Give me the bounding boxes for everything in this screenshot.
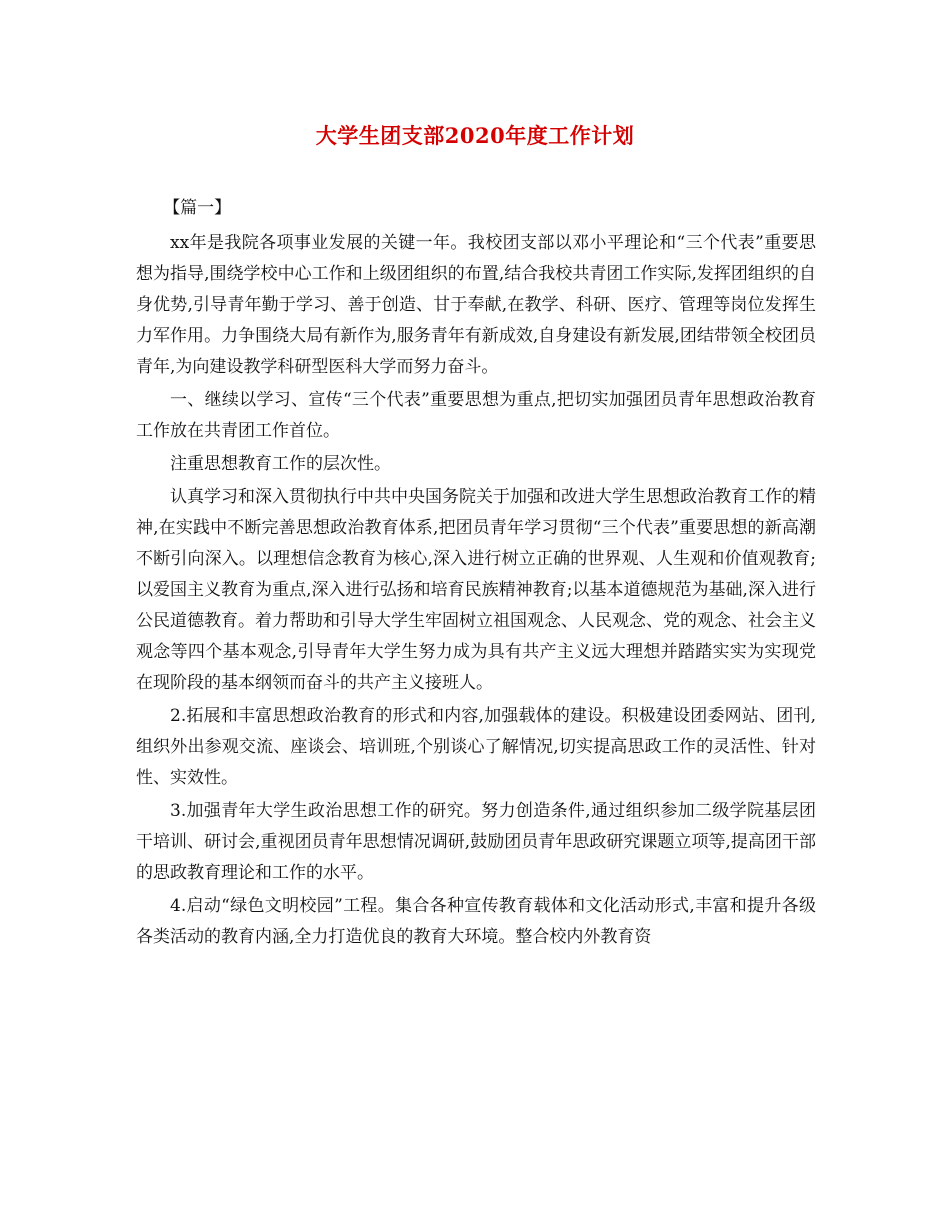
section-tag: 【篇一】 [163,198,232,218]
paragraph-intro: xx年是我院各项事业发展的关键一年。我校团支部以邓小平理论和“三个代表”重要思想为指导,围绕学校中心工作和上级团组织的布置,结合我校共青团工作实际,发挥团组织的自身优势,引导青年勤于学习、善于创造、甘于奉献,在教学、科研、医疗、管理等岗位发挥生力军作用。力争围绕大局有新作为,服务青年有新成效,自身建设有新发展,团结带领全校团员青年,为向建设教学科研型医科大学而努力奋斗。 [136,233,816,377]
page-title: 大学生团支部2020年度工作计划 [315,123,635,148]
paragraph-subheading: 注重思想教育工作的层次性。 [170,454,391,474]
paragraph-study: 认真学习和深入贯彻执行中共中央国务院关于加强和改进大学生思想政治教育工作的精神,在实践中不断完善思想政治教育体系,把团员青年学习贯彻“三个代表”重要思想的新高潮不断引向深入。以理想信念教育为核心,深入进行树立正确的世界观、人生观和价值观教育;以爱国主义教育为重点,深入进行弘扬和培育民族精神教育;以基本道德规范为基础,深入进行公民道德教育。着力帮助和引导大学生牢固树立祖国观念、人民观念、党的观念、社会主义观念等四个基本观念,引导青年大学生努力成为具有共产主义远大理想并踏踏实实为实现党在现阶段的基本纲领而奋斗的共产主义接班人。 [136,487,816,693]
paragraph-heading-one: 一、继续以学习、宣传“三个代表”重要思想为重点,把切实加强团员青年思想政治教育工作放在共青团工作首位。 [136,390,816,441]
paragraph-item-2: 2.拓展和丰富思想政治教育的形式和内容,加强载体的建设。积极建设团委网站、团刊,组织外出参观交流、座谈会、培训班,个别谈心了解情况,切实提高思政工作的灵活性、针对性、实效性。 [136,706,816,788]
paragraph-item-3: 3.加强青年大学生政治思想工作的研究。努力创造条件,通过组织参加二级学院基层团干培训、研讨会,重视团员青年思想情况调研,鼓励团员青年思政研究课题立项等,提高团干部的思政教育理论和工作的水平。 [136,801,816,883]
document-body [136,193,816,955]
paragraph-item-4: 4.启动“绿色文明校园”工程。集合各种宣传教育载体和文化活动形式,丰富和提升各级各类活动的教育内涵,全力打造优良的教育大环境。整合校内外教育资 [136,896,816,947]
